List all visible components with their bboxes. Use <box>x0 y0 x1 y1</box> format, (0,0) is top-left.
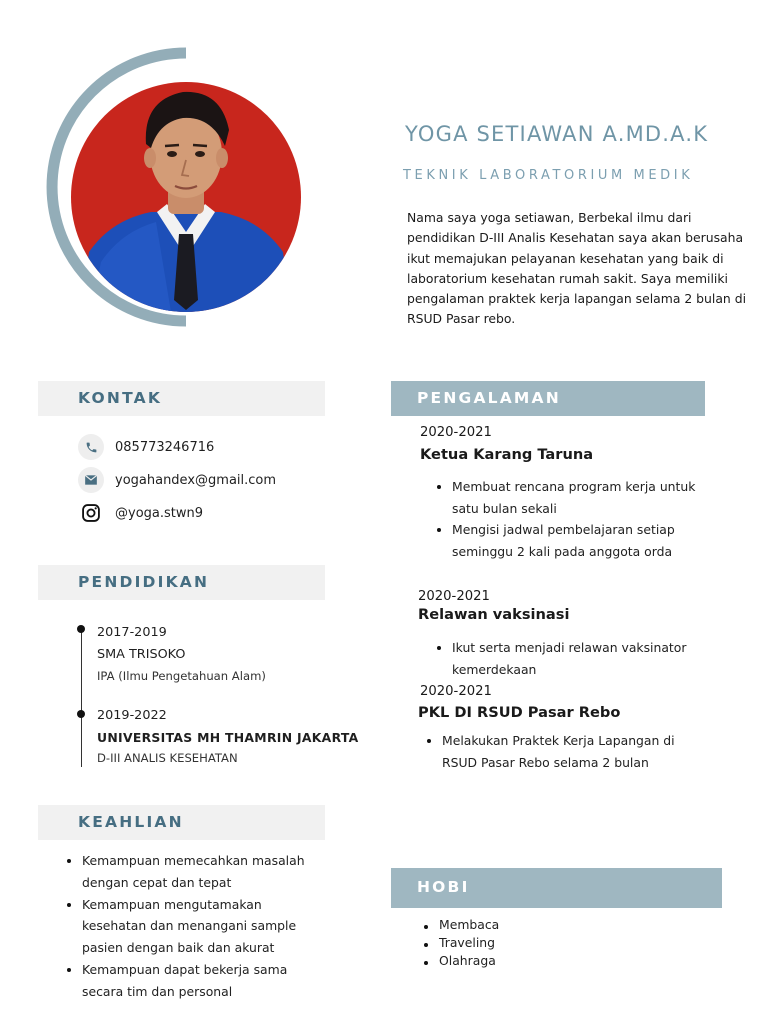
hobbies-section-header <box>391 868 722 908</box>
experience-bullets <box>432 476 722 562</box>
education-school: UNIVERSITAS MH THAMRIN JAKARTA <box>97 730 359 745</box>
education-major: IPA (Ilmu Pengetahuan Alam) <box>97 669 266 683</box>
instagram-icon <box>78 500 104 526</box>
experience-years: 2020-2021 <box>420 684 492 699</box>
contact-instagram-row <box>78 500 203 526</box>
education-major: D-III ANALIS KESEHATAN <box>97 751 238 765</box>
timeline-dot <box>77 625 85 633</box>
experience-title: PKL DI RSUD Pasar Rebo <box>418 704 621 721</box>
list-item: Membaca <box>419 916 619 934</box>
job-role: TEKNIK LABORATORIUM MEDIK <box>403 168 694 183</box>
experience-bullets <box>422 730 692 773</box>
skills-list <box>62 850 322 1003</box>
education-timeline-line <box>81 629 82 767</box>
phone-number[interactable]: 085773246716 <box>115 439 215 455</box>
education-school: SMA TRISOKO <box>97 647 186 662</box>
mail-icon <box>78 467 104 493</box>
education-years: 2017-2019 <box>97 625 167 640</box>
experience-title: Relawan vaksinasi <box>418 606 570 623</box>
profile-photo <box>71 82 301 312</box>
list-item: Kemampuan mengutamakan kesehatan dan menangani sample pasien dengan baik dan akurat <box>62 894 322 959</box>
experience-bullets <box>432 637 722 680</box>
list-item: Ikut serta menjadi relawan vaksinator kemerdekaan <box>432 637 722 680</box>
timeline-dot <box>77 710 85 718</box>
list-item: Mengisi jadwal pembelajaran setiap seminggu 2 kali pada anggota orda <box>432 519 722 562</box>
instagram-handle[interactable]: @yoga.stwn9 <box>115 505 204 521</box>
experience-title: PENGALAMAN <box>417 389 561 407</box>
list-item: Kemampuan dapat bekerja sama secara tim dan personal <box>62 959 322 1003</box>
email-address[interactable]: yogahandex@gmail.com <box>115 472 277 488</box>
contact-title: KONTAK <box>78 389 163 407</box>
list-item: Olahraga <box>419 952 619 970</box>
contact-email-row <box>78 467 276 493</box>
experience-title: Ketua Karang Taruna <box>420 446 594 463</box>
contact-phone-row <box>78 434 214 460</box>
contact-section-header <box>38 381 325 416</box>
experience-section-header <box>391 381 705 416</box>
education-section-header <box>38 565 325 600</box>
hobbies-list <box>419 916 619 971</box>
portrait-illustration <box>71 82 301 312</box>
about-paragraph: Nama saya yoga setiawan, Berbekal ilmu dari pendidikan D-III Analis Kesehatan saya akan berusaha ikut memajukan pelayanan kesehatan yang baik di laboratorium kesehatan rumah sakit. Saya memiliki pengalaman praktek kerja lapangan selama 2 bulan di RSUD Pasar rebo. <box>407 210 747 327</box>
education-title: PENDIDIKAN <box>78 573 210 591</box>
hobbies-title: HOBI <box>417 878 470 896</box>
full-name: YOGA SETIAWAN A.MD.A.K <box>405 122 709 146</box>
experience-years: 2020-2021 <box>420 425 492 440</box>
experience-years: 2020-2021 <box>418 589 490 604</box>
list-item: Kemampuan memecahkan masalah dengan cepat dan tepat <box>62 850 322 894</box>
list-item: Membuat rencana program kerja untuk satu bulan sekali <box>432 476 722 519</box>
education-years: 2019-2022 <box>97 708 167 723</box>
skills-title: KEAHLIAN <box>78 813 184 831</box>
skills-section-header <box>38 805 325 840</box>
phone-icon <box>78 434 104 460</box>
list-item: Melakukan Praktek Kerja Lapangan di RSUD Pasar Rebo selama 2 bulan <box>422 730 692 773</box>
list-item: Traveling <box>419 934 619 952</box>
